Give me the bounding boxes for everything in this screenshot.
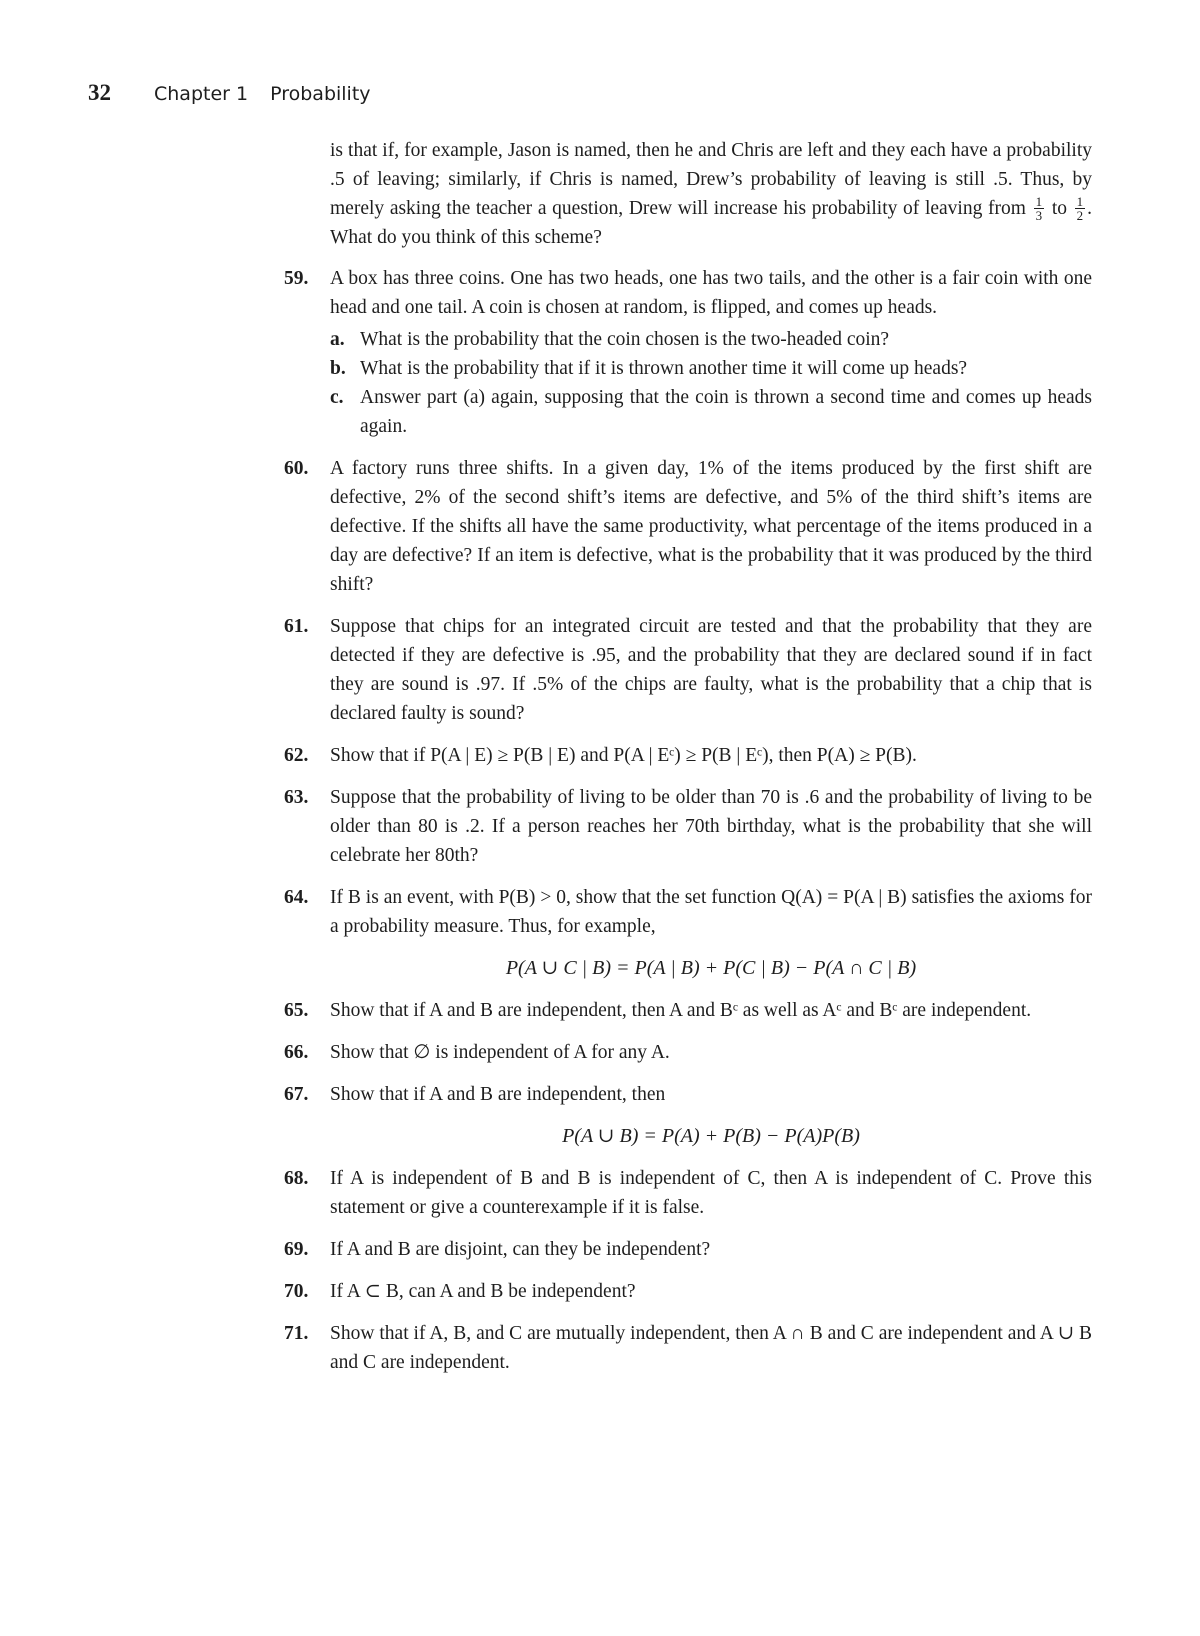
problem-number: 70. — [284, 1281, 309, 1302]
problem-number: 65. — [284, 1000, 309, 1021]
fraction-one-third — [1034, 195, 1045, 222]
problem-65 — [284, 996, 1092, 1025]
problem-text: Show that if A and B are independent, then — [330, 1084, 666, 1105]
problem-text: Show that if A, B, and C are mutually independent, then A ∩ B and C are independent and A ∪ B and C are independent. — [330, 1323, 1092, 1373]
problem-text: Suppose that chips for an integrated circuit are tested and that the probability that they are detected if they are defective is .95, and the probability that they are declared sound if in fact they are sound is .97. If .5% of the chips are faulty, what is the probability that a chip that is declared faulty is sound? — [330, 616, 1092, 724]
problem-number: 66. — [284, 1042, 309, 1063]
problem-60 — [284, 454, 1092, 599]
problem-parts — [330, 325, 1092, 441]
problem-number: 60. — [284, 458, 309, 479]
problem-text: If A and B are disjoint, can they be independent? — [330, 1239, 711, 1260]
fraction-denominator: 3 — [1035, 207, 1043, 223]
chapter-label: Chapter 1 — [154, 83, 249, 105]
problem-71 — [284, 1319, 1092, 1377]
fraction-numerator: 1 — [1076, 193, 1084, 209]
problem-text: Show that if A and B are independent, then A and Bᶜ as well as Aᶜ and Bᶜ are independent. — [330, 1000, 1032, 1021]
problem-text: Show that if P(A | E) ≥ P(B | E) and P(A | Eᶜ) ≥ P(B | Eᶜ), then P(A) ≥ P(B). — [330, 745, 917, 766]
problem-62 — [284, 741, 1092, 770]
problem-number: 71. — [284, 1323, 309, 1344]
display-equation: P(A ∪ C | B) = P(A | B) + P(C | B) − P(A ∩ C | B) — [505, 957, 917, 979]
problem-text: A factory runs three shifts. In a given day, 1% of the items produced by the first shift are defective, 2% of the second shift’s items are defective, and 5% of the third shift’s items are defective. If the shifts all have the same productivity, what percentage of the items produced in a day are defective? If an item is defective, what is the probability that it was produced by the third shift? — [330, 458, 1092, 595]
part-text: What is the probability that if it is thrown another time it will come up heads? — [360, 358, 968, 379]
fraction-numerator: 1 — [1035, 193, 1043, 209]
part-label: c. — [330, 387, 344, 408]
problem-number: 68. — [284, 1168, 309, 1189]
problem-number: 59. — [284, 268, 309, 289]
problem-70 — [284, 1277, 1092, 1306]
problem-part-a — [330, 325, 1092, 354]
part-label: a. — [330, 329, 345, 350]
exercise-list — [284, 136, 1092, 1390]
display-equation: P(A ∪ B) = P(A) + P(B) − P(A)P(B) — [562, 1125, 860, 1147]
problem-text: If A is independent of B and B is independent of C, then A is independent of C. Prove this statement or give a counterexample if it is false. — [330, 1168, 1092, 1218]
part-label: b. — [330, 358, 346, 379]
problem-part-b — [330, 354, 1092, 383]
problem-number: 61. — [284, 616, 309, 637]
problem-63 — [284, 783, 1092, 870]
problem-number: 67. — [284, 1084, 309, 1105]
problem-68 — [284, 1164, 1092, 1222]
problem-number: 62. — [284, 745, 309, 766]
continuation-text-b: to — [1051, 198, 1067, 219]
problem-61 — [284, 612, 1092, 728]
part-text: Answer part (a) again, supposing that the coin is thrown a second time and comes up heads again. — [360, 387, 1092, 437]
problem-text: Show that ∅ is independent of A for any A. — [330, 1042, 670, 1063]
problem-number: 64. — [284, 887, 309, 908]
chapter-title: Probability — [270, 83, 371, 105]
continuation-text-a: is that if, for example, Jason is named, then he and Chris are left and they each have a probability .5 of leaving; similarly, if Chris is named, Drew’s probability of leaving is still .5. Thus, by merely asking the teacher a question, Drew will increase his probability of leaving from — [330, 140, 1092, 219]
problem-text: Suppose that the probability of living to be older than 70 is .6 and the probability of living to be older than 80 is .2. If a person reaches her 70th birthday, what is the probability that she will celebrate her 80th? — [330, 787, 1092, 866]
running-head — [88, 80, 371, 114]
continuation-paragraph — [284, 136, 1092, 252]
continuation-text-c: . What do you think of this scheme? — [330, 198, 1093, 248]
problem-number: 63. — [284, 787, 309, 808]
problem-67 — [284, 1080, 1092, 1151]
fraction-denominator: 2 — [1076, 207, 1084, 223]
problem-number: 69. — [284, 1239, 309, 1260]
part-text: What is the probability that the coin chosen is the two-headed coin? — [360, 329, 890, 350]
page-number: 32 — [88, 80, 111, 105]
problem-66 — [284, 1038, 1092, 1067]
fraction-one-half — [1075, 195, 1086, 222]
problem-text: If B is an event, with P(B) > 0, show that the set function Q(A) = P(A | B) satisfies the axioms for a probability measure. Thus, for example, — [330, 887, 1092, 937]
problem-64 — [284, 883, 1092, 983]
problem-text: If A ⊂ B, can A and B be independent? — [330, 1281, 636, 1302]
problem-part-c — [330, 383, 1092, 441]
problem-text: A box has three coins. One has two heads, one has two tails, and the other is a fair coin with one head and one tail. A coin is chosen at random, is flipped, and comes up heads. — [330, 268, 1092, 318]
problem-59 — [284, 264, 1092, 441]
problem-69 — [284, 1235, 1092, 1264]
